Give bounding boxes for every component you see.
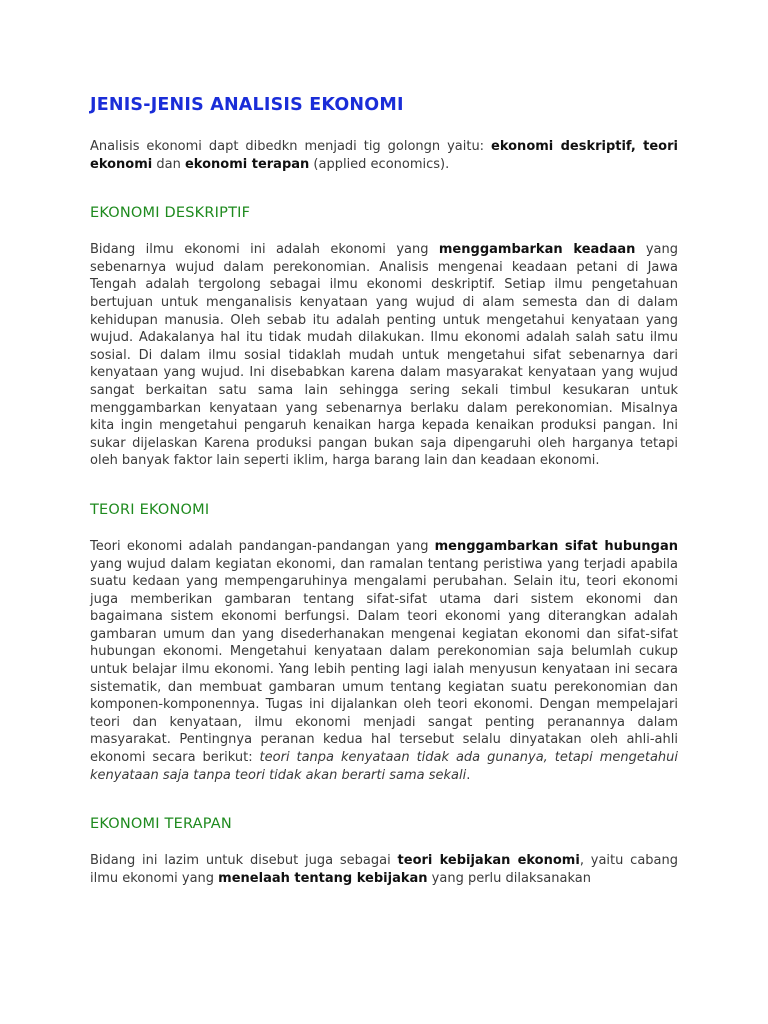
section-paragraph-terapan xyxy=(90,852,678,887)
teori-text-1: Teori ekonomi adalah pandangan-pandangan yang xyxy=(90,538,435,554)
intro-bold-1: ekonomi deskriptif, teori ekonomi xyxy=(90,139,678,172)
intro-text-3: (applied economics). xyxy=(309,156,450,172)
section-paragraph-teori xyxy=(90,538,678,784)
teori-bold-1: menggambarkan sifat hubungan xyxy=(434,538,678,554)
document-page xyxy=(90,94,678,887)
section-heading-deskriptif: EKONOMI DESKRIPTIF xyxy=(90,205,251,222)
deskriptif-bold-1: menggambarkan keadaan xyxy=(438,242,636,258)
intro-paragraph xyxy=(90,138,678,173)
deskriptif-text-1: Bidang ilmu ekonomi ini adalah ekonomi yang xyxy=(90,242,439,258)
page-title: JENIS-JENIS ANALISIS EKONOMI xyxy=(90,95,404,115)
section-heading-terapan: EKONOMI TERAPAN xyxy=(90,816,232,833)
terapan-bold-2: menelaah tentang kebijakan xyxy=(218,870,428,886)
terapan-text-1: Bidang ini lazim untuk disebut juga sebagai xyxy=(90,853,398,869)
terapan-text-2: , yaitu cabang ilmu ekonomi yang xyxy=(90,853,679,886)
teori-italic-quote: teori tanpa kenyataan tidak ada gunanya, tetapi mengetahui kenyataan saja tanpa teori tidak akan berarti sama sekali xyxy=(90,750,679,783)
intro-text-1: Analisis ekonomi dapt dibedkn menjadi tig golongn yaitu: xyxy=(90,139,492,154)
terapan-text-3: yang perlu dilaksanakan xyxy=(427,870,591,886)
teori-text-3: . xyxy=(466,767,471,783)
intro-text-2: dan xyxy=(152,156,185,172)
teori-text-2: yang wujud dalam kegiatan ekonomi, dan ramalan tentang peristiwa yang terjadi apabila suatu kedaan yang mempengaruhinya mengalami perubahan. Selain itu, teori ekonomi juga memberikan gambaran tentang sifat-sifat utama dari sistem ekonomi dan bagaimana sistem ekonomi berfungsi. Dalam teori ekonomi yang diterangkan adalah gambaran umum dan yang disederhanakan mengenai kegiatan ekonomi dan sifat-sifat hubungan ekonomi. Mengetahui kenyataan dalam perekonomian saja belumlah cukup untuk belajar ilmu ekonomi. Yang lebih penting lagi ialah menyusun kenyataan ini secara sistematik, dan membuat gambaran umum tentang kegiatan suatu perekonomian dan komponen-komponennya. Tugas ini dijalankan oleh teori ekonomi. Dengan mempelajari teori dan kenyataan, ilmu ekonomi menjadi sangat penting peranannya dalam masyarakat. Pentingnya peranan kedua hal tersebut selalu dinyatakan oleh ahli-ahli ekonomi secara berikut: xyxy=(90,556,678,766)
section-paragraph-deskriptif xyxy=(90,241,678,470)
deskriptif-text-2: yang sebenarnya wujud dalam perekonomian. Analisis mengenai keadaan petani di Jawa Tengah adalah tergolong sebagai ilmu ekonomi deskriptif. Setiap ilmu pengetahuan bertujuan untuk menganalisis kenyataan yang wujud di alam semesta dan di dalam kehidupan manusia. Oleh sebab itu adalah penting untuk mengetahui kenyataan yang wujud. Adakalanya hal itu tidak mudah dilakukan. Ilmu ekonomi adalah salah satu ilmu sosial. Di dalam ilmu sosial tidaklah mudah untuk mengetahui sifat sebenarnya dari kenyataan yang wujud. Ini disebabkan karena dalam masyarakat kenyataan yang wujud sangat berkaitan satu sama lain sehingga sering sekali timbul kesukaran untuk menggambarkan kenyataan yang sebenarnya berlaku dalam perekonomian. Misalnya kita ingin mengetahui pengaruh kenaikan harga kepada kenaikan produksi pangan. Ini sukar dijelaskan Karena produksi pangan bukan saja dipengaruhi oleh harganya tetapi oleh banyak faktor lain seperti iklim, harga barang lain dan keadaan ekonomi. xyxy=(90,242,678,469)
section-heading-teori: TEORI EKONOMI xyxy=(90,501,210,518)
terapan-bold-1: teori kebijakan ekonomi xyxy=(397,853,580,869)
intro-bold-2: ekonomi terapan xyxy=(184,156,310,172)
